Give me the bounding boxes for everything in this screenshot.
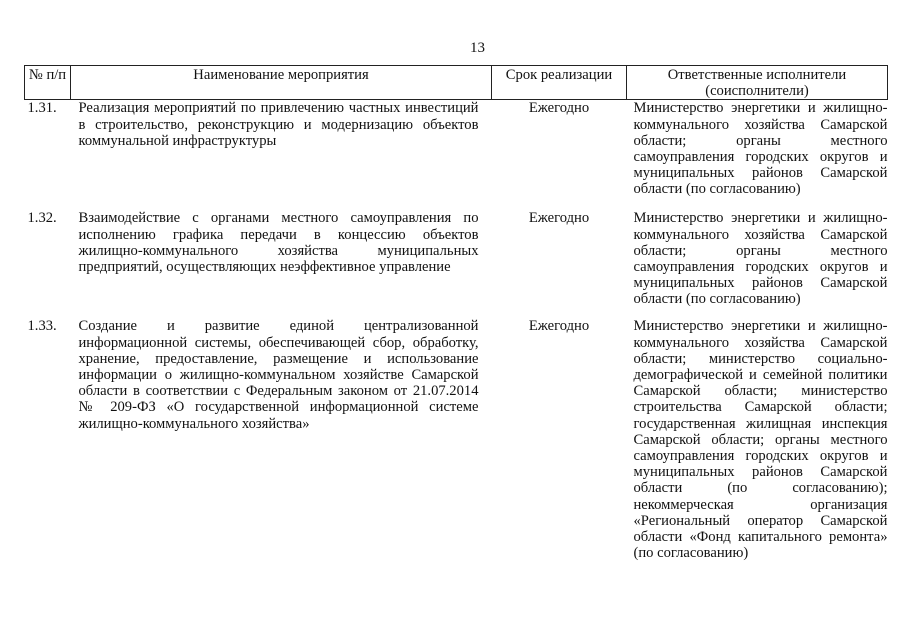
page-number: 13: [470, 40, 485, 56]
measure-term: Ежегодно: [528, 210, 590, 227]
header-name: Наименование мероприятия: [71, 66, 492, 100]
row-number: 1.31.: [27, 100, 57, 117]
table-row: [25, 210, 888, 318]
measure-term: Ежегодно: [528, 100, 590, 117]
row-number: 1.33.: [27, 318, 57, 335]
measure-name: Взаимодействие с органами местного самоуправления по исполнению графика передачи в концессию объектов жилищно-коммунального хозяйства муниципальных предприятий, осуществляющих неэффективное управление: [78, 210, 479, 276]
measure-responsible: Министерство энергетики и жилищно-коммунального хозяйства Самарской области; органы местного самоуправления городских округов и муниципальных районов Самарской области (по согласованию): [633, 210, 888, 308]
header-responsible: Ответственные исполнители (соисполнители): [627, 66, 888, 100]
table-header-row: [25, 66, 888, 100]
header-num: № п/п: [25, 66, 71, 100]
measure-responsible: Министерство энергетики и жилищно-коммунального хозяйства Самарской области; органы местного самоуправления городских округов и муниципальных районов Самарской области (по согласованию): [633, 100, 888, 198]
measure-name: Реализация мероприятий по привлечению частных инвестиций в строительство, реконструкцию и модернизацию объектов коммунальной инфраструктуры: [78, 100, 479, 149]
measure-term: Ежегодно: [528, 318, 590, 335]
header-term: Срок реализации: [492, 66, 627, 100]
table-row: [25, 100, 888, 211]
measure-responsible: Министерство энергетики и жилищно-коммунального хозяйства Самарской области; министерство социально-демографической и семейной политики Самарской области; министерство строительства Самарской области; государственная жилищная инспекция Самарской области; органы местного самоуправления городских округов и муниципальных районов Самарской области (по согласованию); некоммерческая организация «Региональный оператор Самарской области «Фонд капитального ремонта» (по согласованию): [633, 318, 888, 562]
row-number: 1.32.: [27, 210, 57, 227]
measures-table: [24, 65, 888, 578]
measure-name: Создание и развитие единой централизованной информационной системы, обеспечивающей сбор, обработку, хранение, предоставление, размещение и использование информации о жилищно-коммунальном хозяйстве Самарской области в соответствии с Федеральным законом от 21.07.2014 № 209-ФЗ «О государственной информационной системе жилищно-коммунального хозяйства»: [78, 318, 479, 432]
table-row: [25, 318, 888, 578]
